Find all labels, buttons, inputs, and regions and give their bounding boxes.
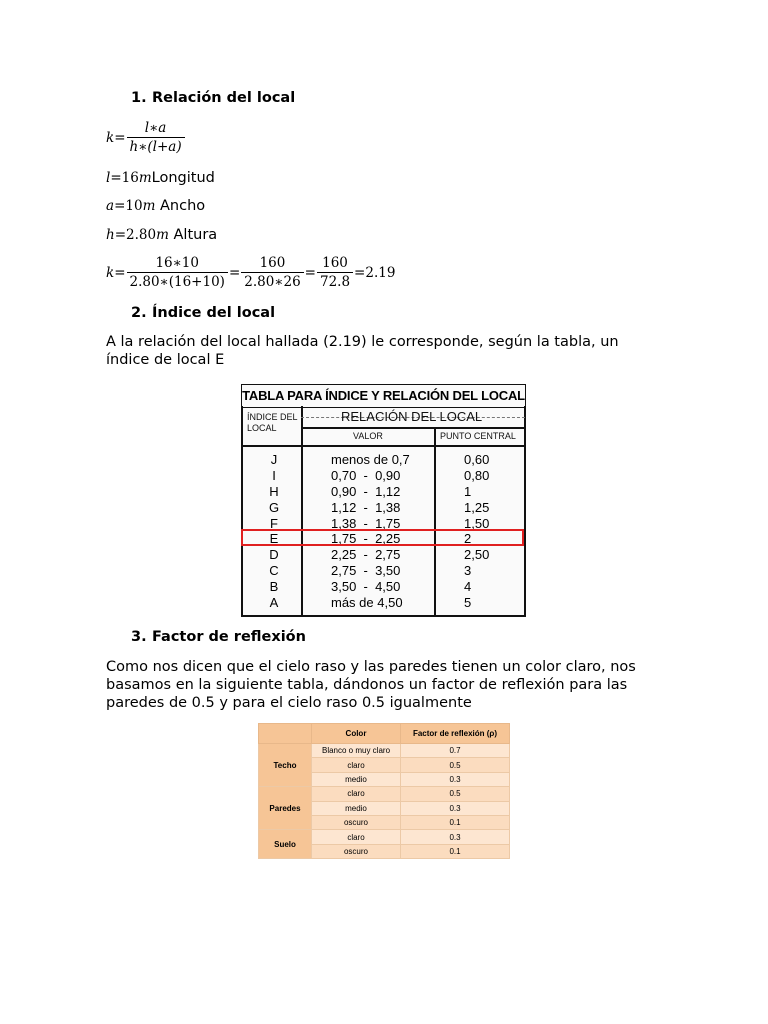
reflexion-table-image [258,723,510,859]
row-punto: 2 [464,531,472,546]
row-factor: 0.3 [401,772,510,786]
table-row [241,563,526,579]
group-techo: Techo [259,744,312,787]
section-title: Relación del local [152,90,296,106]
header-indice [247,412,298,434]
calc-numerator-3: 160 [317,255,353,273]
row-indice: H [269,484,279,499]
calc-fraction-2 [241,255,303,290]
calc-k: k = $\frac{16∗10}{2.80∗(16+10)}$ = $\frac{160}{2.80∗26}$ = $\frac{160}{72.8}$ =2.19 [106,255,396,290]
row-indice: G [268,500,280,515]
row-valor: 0,70 - 0,90 [331,468,401,483]
row-valor: 0,90 - 1,12 [331,484,401,499]
variable-altura [106,227,217,243]
row-color: claro [312,830,401,844]
variable-symbol: l [106,170,111,186]
row-indice: C [269,563,279,578]
header-factor: Factor de reflexión (ρ) [401,724,510,744]
section-title: Factor de reflexión [152,629,306,645]
paragraph-reflexion: Como nos dicen que el cielo raso y las paredes tienen un color claro, nos basamos en la siguiente tabla, dándonos un factor de reflexión para las paredes de 0.5 y para el cielo raso 0.5 igualmente [106,659,636,711]
variable-unit: m [156,227,169,243]
table-row [259,830,510,844]
section-heading-3 [131,629,306,645]
row-punto: 0,60 [464,452,490,467]
row-valor: 2,25 - 2,75 [331,547,401,562]
row-factor: 0.3 [401,801,510,815]
row-factor: 0.1 [401,815,510,829]
row-indice: I [272,468,276,483]
indice-table-title: TABLA PARA ÍNDICE Y RELACIÓN DEL LOCAL [241,384,526,408]
row-punto: 1,25 [464,500,490,515]
variable-unit: m [142,198,156,214]
row-factor: 0.3 [401,830,510,844]
table-divider [301,427,525,429]
row-punto: 4 [464,579,472,594]
row-valor: 3,50 - 4,50 [331,579,401,594]
row-punto: 0,80 [464,468,490,483]
variable-value: =2.80 [114,227,157,243]
variable-label: Ancho [155,198,206,214]
formula-k: k = $\frac{l∗a}{h∗(l+a)}$ [106,120,186,155]
row-valor: 2,75 - 3,50 [331,563,401,578]
row-punto: 3 [464,563,472,578]
row-color: claro [312,787,401,801]
table-row [259,744,510,758]
formula-fraction [127,120,185,155]
table-row [259,787,510,801]
table-row [241,579,526,595]
header-valor: VALOR [353,431,383,441]
variable-symbol: a [106,198,115,214]
row-indice: F [270,516,278,531]
section-title: Índice del local [152,305,276,321]
variable-unit: m [138,170,152,186]
row-valor: más de 4,50 [331,595,403,610]
header-color: Color [312,724,401,744]
row-punto: 1,50 [464,516,490,531]
section-heading-2 [131,305,275,321]
table-row [241,468,526,484]
row-color: Blanco o muy claro [312,744,401,758]
group-suelo: Suelo [259,830,312,859]
variable-value: =16 [110,170,139,186]
table-border [241,615,526,617]
variable-longitud [106,170,215,186]
table-row [241,500,526,516]
row-color: claro [312,758,401,772]
table-row [241,547,526,563]
calc-result: =2.19 [354,264,396,281]
row-punto: 2,50 [464,547,490,562]
row-valor: 1,75 - 2,25 [331,531,401,546]
table-divider [241,445,526,447]
row-indice: D [269,547,279,562]
variable-symbol: h [106,227,115,243]
calc-denominator-3: 72.8 [319,274,351,290]
variable-value: =10 [114,198,143,214]
table-row [241,452,526,468]
section-number: 3. [131,629,147,645]
row-indice: E [269,531,279,546]
calc-fraction-1 [127,255,228,290]
calc-lhs: k [106,264,115,281]
calc-denominator-1: 2.80∗(16+10) [129,274,225,290]
row-punto: 5 [464,595,472,610]
variable-ancho [106,198,205,214]
row-valor: menos de 0,7 [331,452,410,467]
row-factor: 0.7 [401,744,510,758]
header-indice-line1: ÍNDICE DEL [247,412,298,422]
group-paredes: Paredes [259,787,312,830]
row-factor: 0.5 [401,758,510,772]
indice-table-image [241,384,526,617]
section-number: 2. [131,305,147,321]
table-header-row [259,724,510,744]
calc-numerator-1: 16∗10 [127,255,228,273]
variable-label: Altura [168,227,218,243]
header-indice-line2: LOCAL [247,423,277,433]
row-color: medio [312,801,401,815]
row-valor: 1,12 - 1,38 [331,500,401,515]
calc-numerator-2: 160 [241,255,303,273]
row-color: medio [312,772,401,786]
table-row [241,595,526,611]
header-relacion: RELACIÓN DEL LOCAL [341,409,483,424]
row-valor: 1,38 - 1,75 [331,516,401,531]
table-row [241,484,526,500]
variable-label: Longitud [151,170,215,186]
row-indice: B [269,579,279,594]
formula-denominator: h∗(l+a) [129,139,182,155]
paragraph-indice: A la relación del local hallada (2.19) le corresponde, según la tabla, un índice de local E [106,334,619,368]
row-color: oscuro [312,815,401,829]
calc-denominator-2: 2.80∗26 [244,274,301,290]
header-punto-central: PUNTO CENTRAL [440,431,516,441]
row-color: oscuro [312,844,401,858]
row-indice: A [269,595,279,610]
header-blank [259,724,312,744]
row-punto: 1 [464,484,472,499]
section-heading-1 [131,90,295,106]
calc-fraction-3 [317,255,353,290]
row-factor: 0.1 [401,844,510,858]
formula-numerator: l∗a [144,120,167,136]
section-number: 1. [131,90,147,106]
formula-lhs: k [106,129,115,146]
row-factor: 0.5 [401,787,510,801]
row-indice: J [270,452,278,467]
highlight-box [241,529,524,546]
